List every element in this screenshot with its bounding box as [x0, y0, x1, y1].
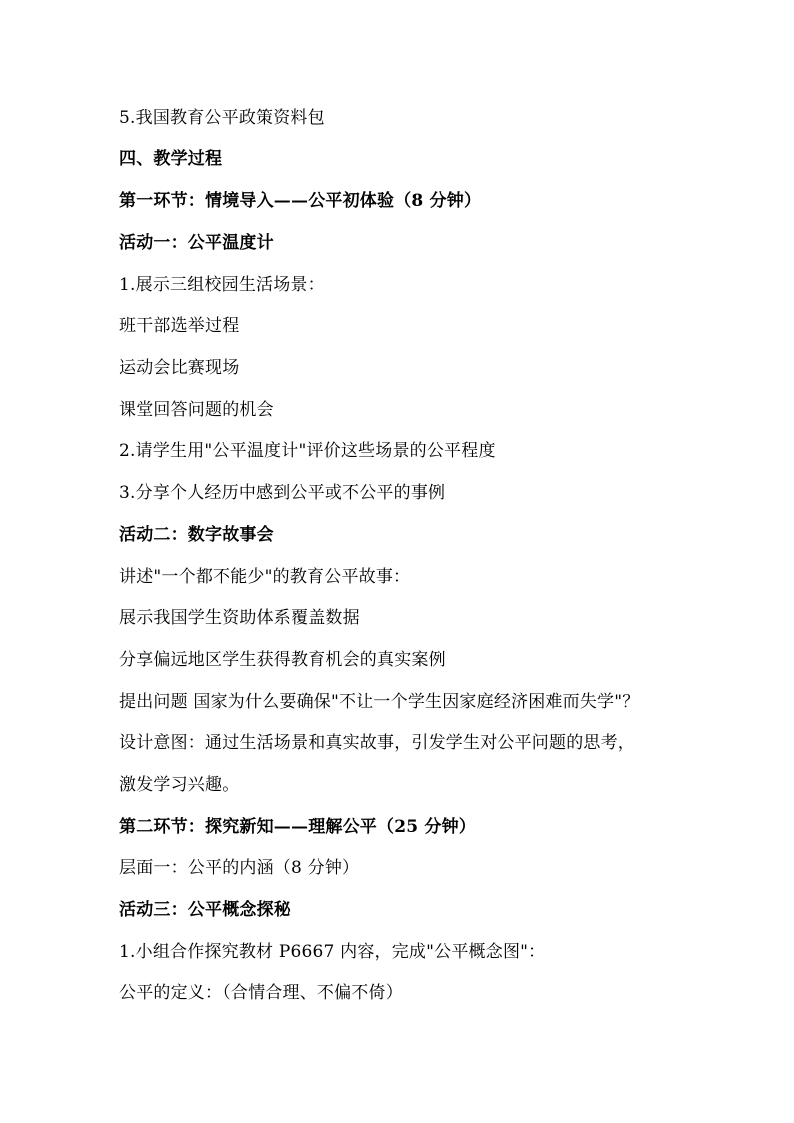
activity-3-step-1: 1.小组合作探究教材 P6667 内容，完成"公平概念图"： [119, 942, 546, 962]
level-1-heading: 层面一：公平的内涵（8 分钟） [119, 858, 360, 878]
activity-3-heading: 活动三：公平概念探秘 [119, 900, 291, 920]
stage-1-heading: 第一环节：情境导入——公平初体验（8 分钟） [119, 191, 482, 211]
activity-2-intro: 讲述"一个都不能少"的教育公平故事： [119, 567, 411, 587]
fairness-definition: 公平的定义：（合情合理、不偏不倚） [119, 983, 403, 1003]
activity-2-item-data: 展示我国学生资助体系覆盖数据 [119, 608, 360, 628]
activity-2-item-cases: 分享偏远地区学生获得教育机会的真实案例 [119, 650, 446, 670]
activity-2-heading: 活动二：数字故事会 [119, 525, 274, 545]
policy-materials-item: 5.我国教育公平政策资料包 [119, 108, 325, 128]
section-heading-teaching-process: 四、教学过程 [119, 149, 223, 169]
stage-2-heading: 第二环节：探究新知——理解公平（25 分钟） [119, 817, 476, 837]
design-intent-line-2: 激发学习兴趣。 [119, 775, 240, 795]
scene-answering-questions: 课堂回答问题的机会 [119, 400, 274, 420]
design-intent-line-1: 设计意图：通过生活场景和真实故事，引发学生对公平问题的思考， [119, 733, 635, 753]
activity-1-step-1: 1.展示三组校园生活场景： [119, 275, 325, 295]
scene-class-election: 班干部选举过程 [119, 316, 240, 336]
activity-1-step-2: 2.请学生用"公平温度计"评价这些场景的公平程度 [119, 441, 496, 461]
scene-sports-meet: 运动会比赛现场 [119, 358, 240, 378]
activity-2-question: 提出问题 国家为什么要确保"不让一个学生因家庭经济困难而失学"？ [119, 692, 640, 712]
activity-1-heading: 活动一：公平温度计 [119, 233, 274, 253]
activity-1-step-3: 3.分享个人经历中感到公平或不公平的事例 [119, 483, 446, 503]
